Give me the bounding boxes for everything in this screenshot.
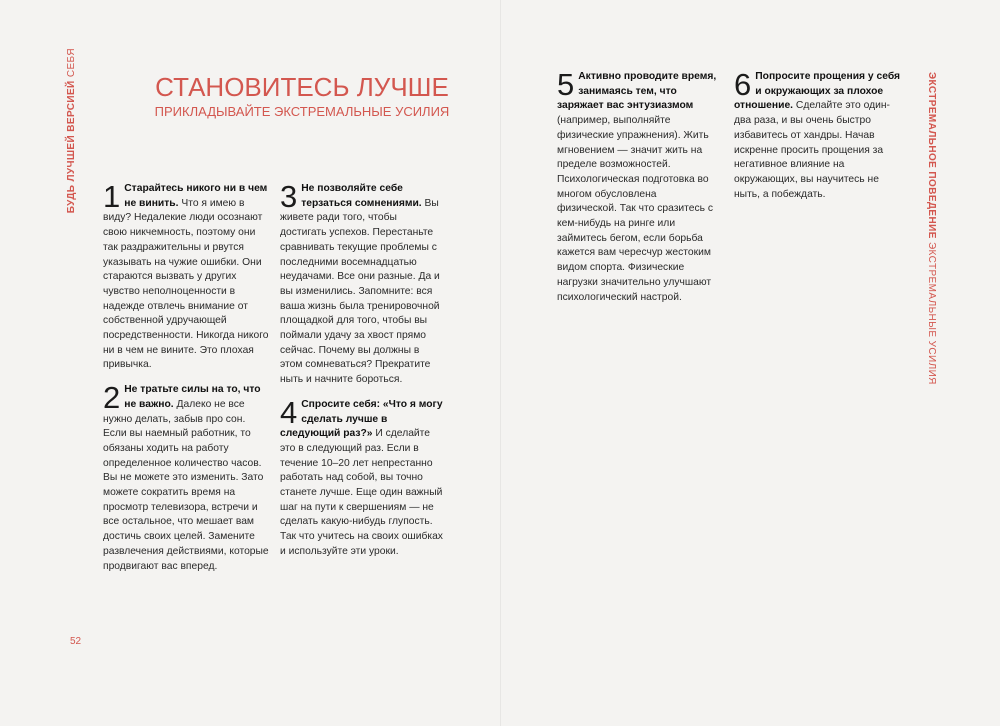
- list-item: [103, 380, 271, 574]
- running-head-right-bold: ЭКСТРЕМАЛЬНОЕ ПОВЕДЕНИЕ: [926, 72, 937, 239]
- spine-shadow: [500, 0, 501, 726]
- heading-block: [152, 72, 452, 120]
- running-head-right-normal: ЭКСТРЕМАЛЬНЫЕ УСИЛИЯ: [926, 241, 937, 385]
- item-body: Что я имею в виду? Недалекие люди осознают свою никчемность, поэтому они так раздражительны и рвутся указывать на чужие ошибки. Они стараются вызвать у других чувство неполноценности в надежде отвлечь внимание от собственной удручающей посредственности. Никогда никого ни в чем не вините. Это плохая привычка.: [103, 197, 269, 371]
- item-text: [557, 67, 717, 305]
- page-number: 52: [70, 636, 82, 647]
- item-number: 6: [734, 67, 752, 102]
- item-number: 2: [103, 380, 121, 416]
- item-text: [280, 179, 444, 388]
- item-body: Далеко не все нужно делать, забыв про сон. Если вы наемный работник, то обязаны ходить на работу определенное количество часов. Вы не можете это изменить. Зато можете сократить время на просмотр телевизора, встречи и все остальное, что мешает вам достичь своих целей. Замените развлечения действиями, которые продвигают вас вперед.: [103, 398, 269, 572]
- running-head-left: [66, 48, 77, 213]
- item-lead: Не позволяйте себе терзаться сомнениями.: [301, 183, 422, 209]
- text-column-4: [734, 67, 902, 212]
- item-text: [280, 394, 444, 560]
- list-item: [280, 394, 444, 560]
- item-number: 1: [103, 179, 121, 214]
- item-text: [103, 179, 271, 373]
- list-item: [557, 67, 717, 305]
- running-head-left-bold: БУДЬ ЛУЧШЕЙ ВЕРСИЕЙ: [66, 80, 77, 214]
- item-lead: Активно проводите время, занимаясь тем, что заряжает вас энтузиазмом: [557, 71, 717, 112]
- item-number: 3: [280, 179, 298, 214]
- page-title: СТАНОВИТЕСЬ ЛУЧШЕ: [155, 72, 449, 102]
- text-column-1: [103, 179, 271, 584]
- item-number: 5: [557, 67, 575, 102]
- list-item: [280, 179, 444, 388]
- item-number: 4: [280, 394, 298, 430]
- item-lead: Старайтесь никого ни в чем не винить.: [124, 183, 268, 209]
- page-subtitle: ПРИКЛАДЫВАЙТЕ ЭКСТРЕМАЛЬНЫЕ УСИЛИЯ: [154, 104, 450, 119]
- item-lead: Попросите прощения у себя и окружающих за плохое отношение.: [734, 71, 901, 112]
- list-item: [734, 67, 902, 202]
- running-head-right: [926, 72, 937, 385]
- item-body: Сделайте это один-два раза, и вы очень быстро избавитесь от хандры. Начав искренне просить прощения за негативное влияние на окружающих, вы научитесь не ныть, а побеждать.: [734, 100, 890, 200]
- item-text: [734, 67, 902, 202]
- text-column-3: [557, 67, 717, 315]
- running-head-left-normal: СЕБЯ: [66, 48, 77, 78]
- item-body: И сделайте это в следующий раз. Если в течение 10–20 лет непрестанно работать над собой, вы точно станете лучше. Еще один важный шаг на пути к свершениям — не сделать какую-нибудь глупость. Так что учитесь на своих ошибках и используйте эти уроки.: [280, 428, 443, 557]
- item-body: (например, выполняйте физические упражнения). Жить мгновением — значит жить на пределе возможностей. Психологическая подготовка во многом обусловлена физической. Так что сразитесь с кем-нибудь на ринге или займитесь бегом, если борьба кажется вам чересчур жестоким видом спорта. Физические нагрузки значительно улучшают психологический настрой.: [557, 115, 714, 303]
- list-item: [103, 179, 271, 373]
- item-text: [103, 380, 271, 574]
- text-column-2: [280, 179, 444, 570]
- item-lead: Спросите себя: «Что я могу сделать лучше в следующий раз?»: [280, 398, 443, 440]
- item-lead: Не тратьте силы на то, что не важно.: [124, 384, 261, 410]
- item-body: Вы живете ради того, чтобы достигать успехов. Перестаньте сравнивать текущие проблемы с последними восемнадцатью неудачами. Все они разные. Да и вы изменились. Запомните: вся ваша жизнь была тренировочной площадкой для того, чтобы вы поймали удачу за хвост прямо сейчас. Почему вы должны в этом сомневаться? Прекратите ныть и начните бороться.: [280, 197, 440, 386]
